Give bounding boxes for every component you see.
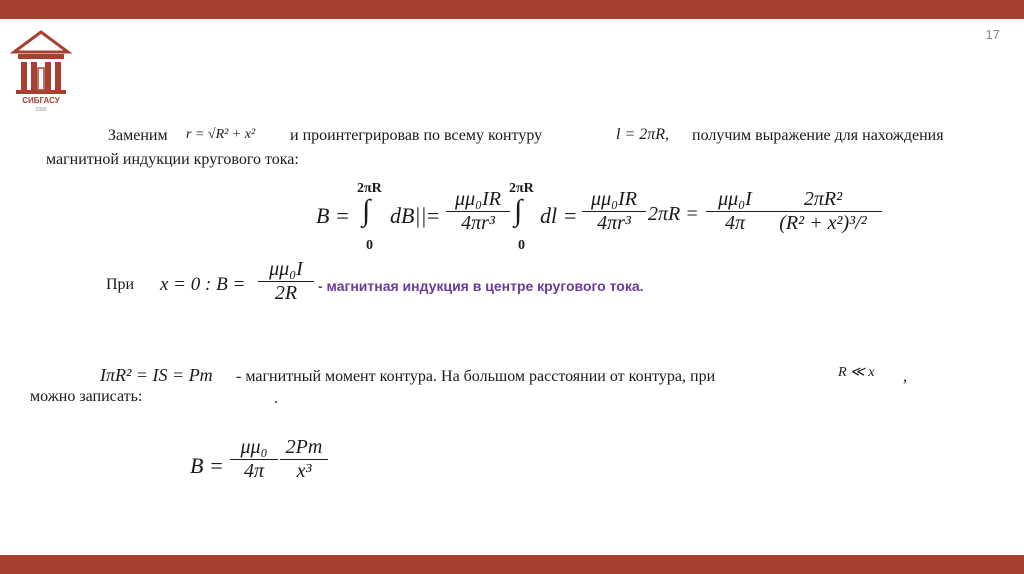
para2-condition: x = 0 : B = (160, 274, 246, 295)
para3-comma: , (903, 368, 907, 385)
eq1-fraction-2 (582, 188, 646, 235)
bottom-accent-bar (0, 555, 1024, 574)
para2-fraction (258, 258, 314, 305)
para2-f-num: μμ₀I (269, 258, 303, 280)
para1-text-3: получим выражение для нахождения (692, 127, 944, 144)
para2-f-den: 2R (274, 282, 298, 304)
para3-condition: R ≪ x (838, 365, 875, 380)
eq2-f1-den: 4π (243, 460, 265, 482)
logo-year: 1930 (35, 107, 47, 113)
eq1-int2-upper: 2πR (509, 181, 534, 196)
eq2-f1-num: μμ₀ (240, 436, 268, 458)
para1-formula-r: r = √R² + x² (186, 127, 256, 142)
eq1-f4-num: 2πR² (803, 188, 843, 210)
eq1-integral-2: ∫ (514, 194, 523, 227)
page-number: 17 (985, 27, 1000, 42)
eq1-equals: = (427, 203, 440, 228)
para2-highlight: - магнитная индукция в центре кругового тока. (318, 278, 644, 294)
eq1-fraction-1 (446, 188, 510, 235)
eq1-dB: dB|| (390, 203, 427, 228)
eq2-f2-den: x³ (296, 460, 312, 482)
eq1-fraction-4 (764, 188, 882, 235)
eq1-f3-num: μμ₀I (718, 188, 752, 210)
para3-formula: IπR² = IS = Pm (100, 365, 213, 385)
top-accent-bar (0, 0, 1024, 19)
para1-text-1: Заменим (108, 127, 168, 144)
eq2-fraction-1 (230, 436, 278, 483)
eq2-fraction-2 (280, 436, 328, 483)
para3-text-2: можно записать: (30, 388, 143, 405)
eq1-lhs: B = (316, 203, 350, 228)
eq1-f1-den: 4πr³ (461, 212, 495, 234)
para1-text-4: магнитной индукции кругового тока: (46, 151, 299, 168)
eq2-f2-num: 2Pm (285, 436, 323, 458)
building-icon (10, 30, 72, 96)
eq1-f2-num: μμ₀IR (591, 188, 637, 210)
para1-text-2: и проинтегрировав по всему контуру (290, 127, 543, 144)
eq1-int1-upper: 2πR (357, 181, 382, 196)
eq1-integral-1: ∫ (362, 194, 371, 227)
logo-name: СИБГАСУ (22, 96, 60, 105)
eq1-fraction-3 (706, 188, 764, 235)
eq2-lhs: B = (190, 453, 224, 478)
eq1-f3-den: 4π (724, 212, 746, 234)
para1-formula-l: l = 2πR, (616, 126, 670, 143)
eq1-dl: dl (540, 203, 558, 228)
eq1-f1-num: μμ₀IR (455, 188, 501, 210)
eq1-int1-lower: 0 (366, 238, 373, 253)
para2-text: При (106, 276, 135, 293)
eq1-int2-lower: 0 (518, 238, 525, 253)
para3-text-1: - магнитный момент контура. На большом расстоянии от контура, при (236, 368, 716, 385)
university-logo (10, 30, 72, 115)
eq1-f4-den: (R² + x²)³/² (779, 212, 867, 234)
eq1-f2-den: 4πr³ (597, 212, 631, 234)
eq1-equals-2: = (564, 203, 577, 228)
eq1-middle: 2πR = (648, 203, 699, 225)
para3-dot: . (274, 390, 278, 407)
